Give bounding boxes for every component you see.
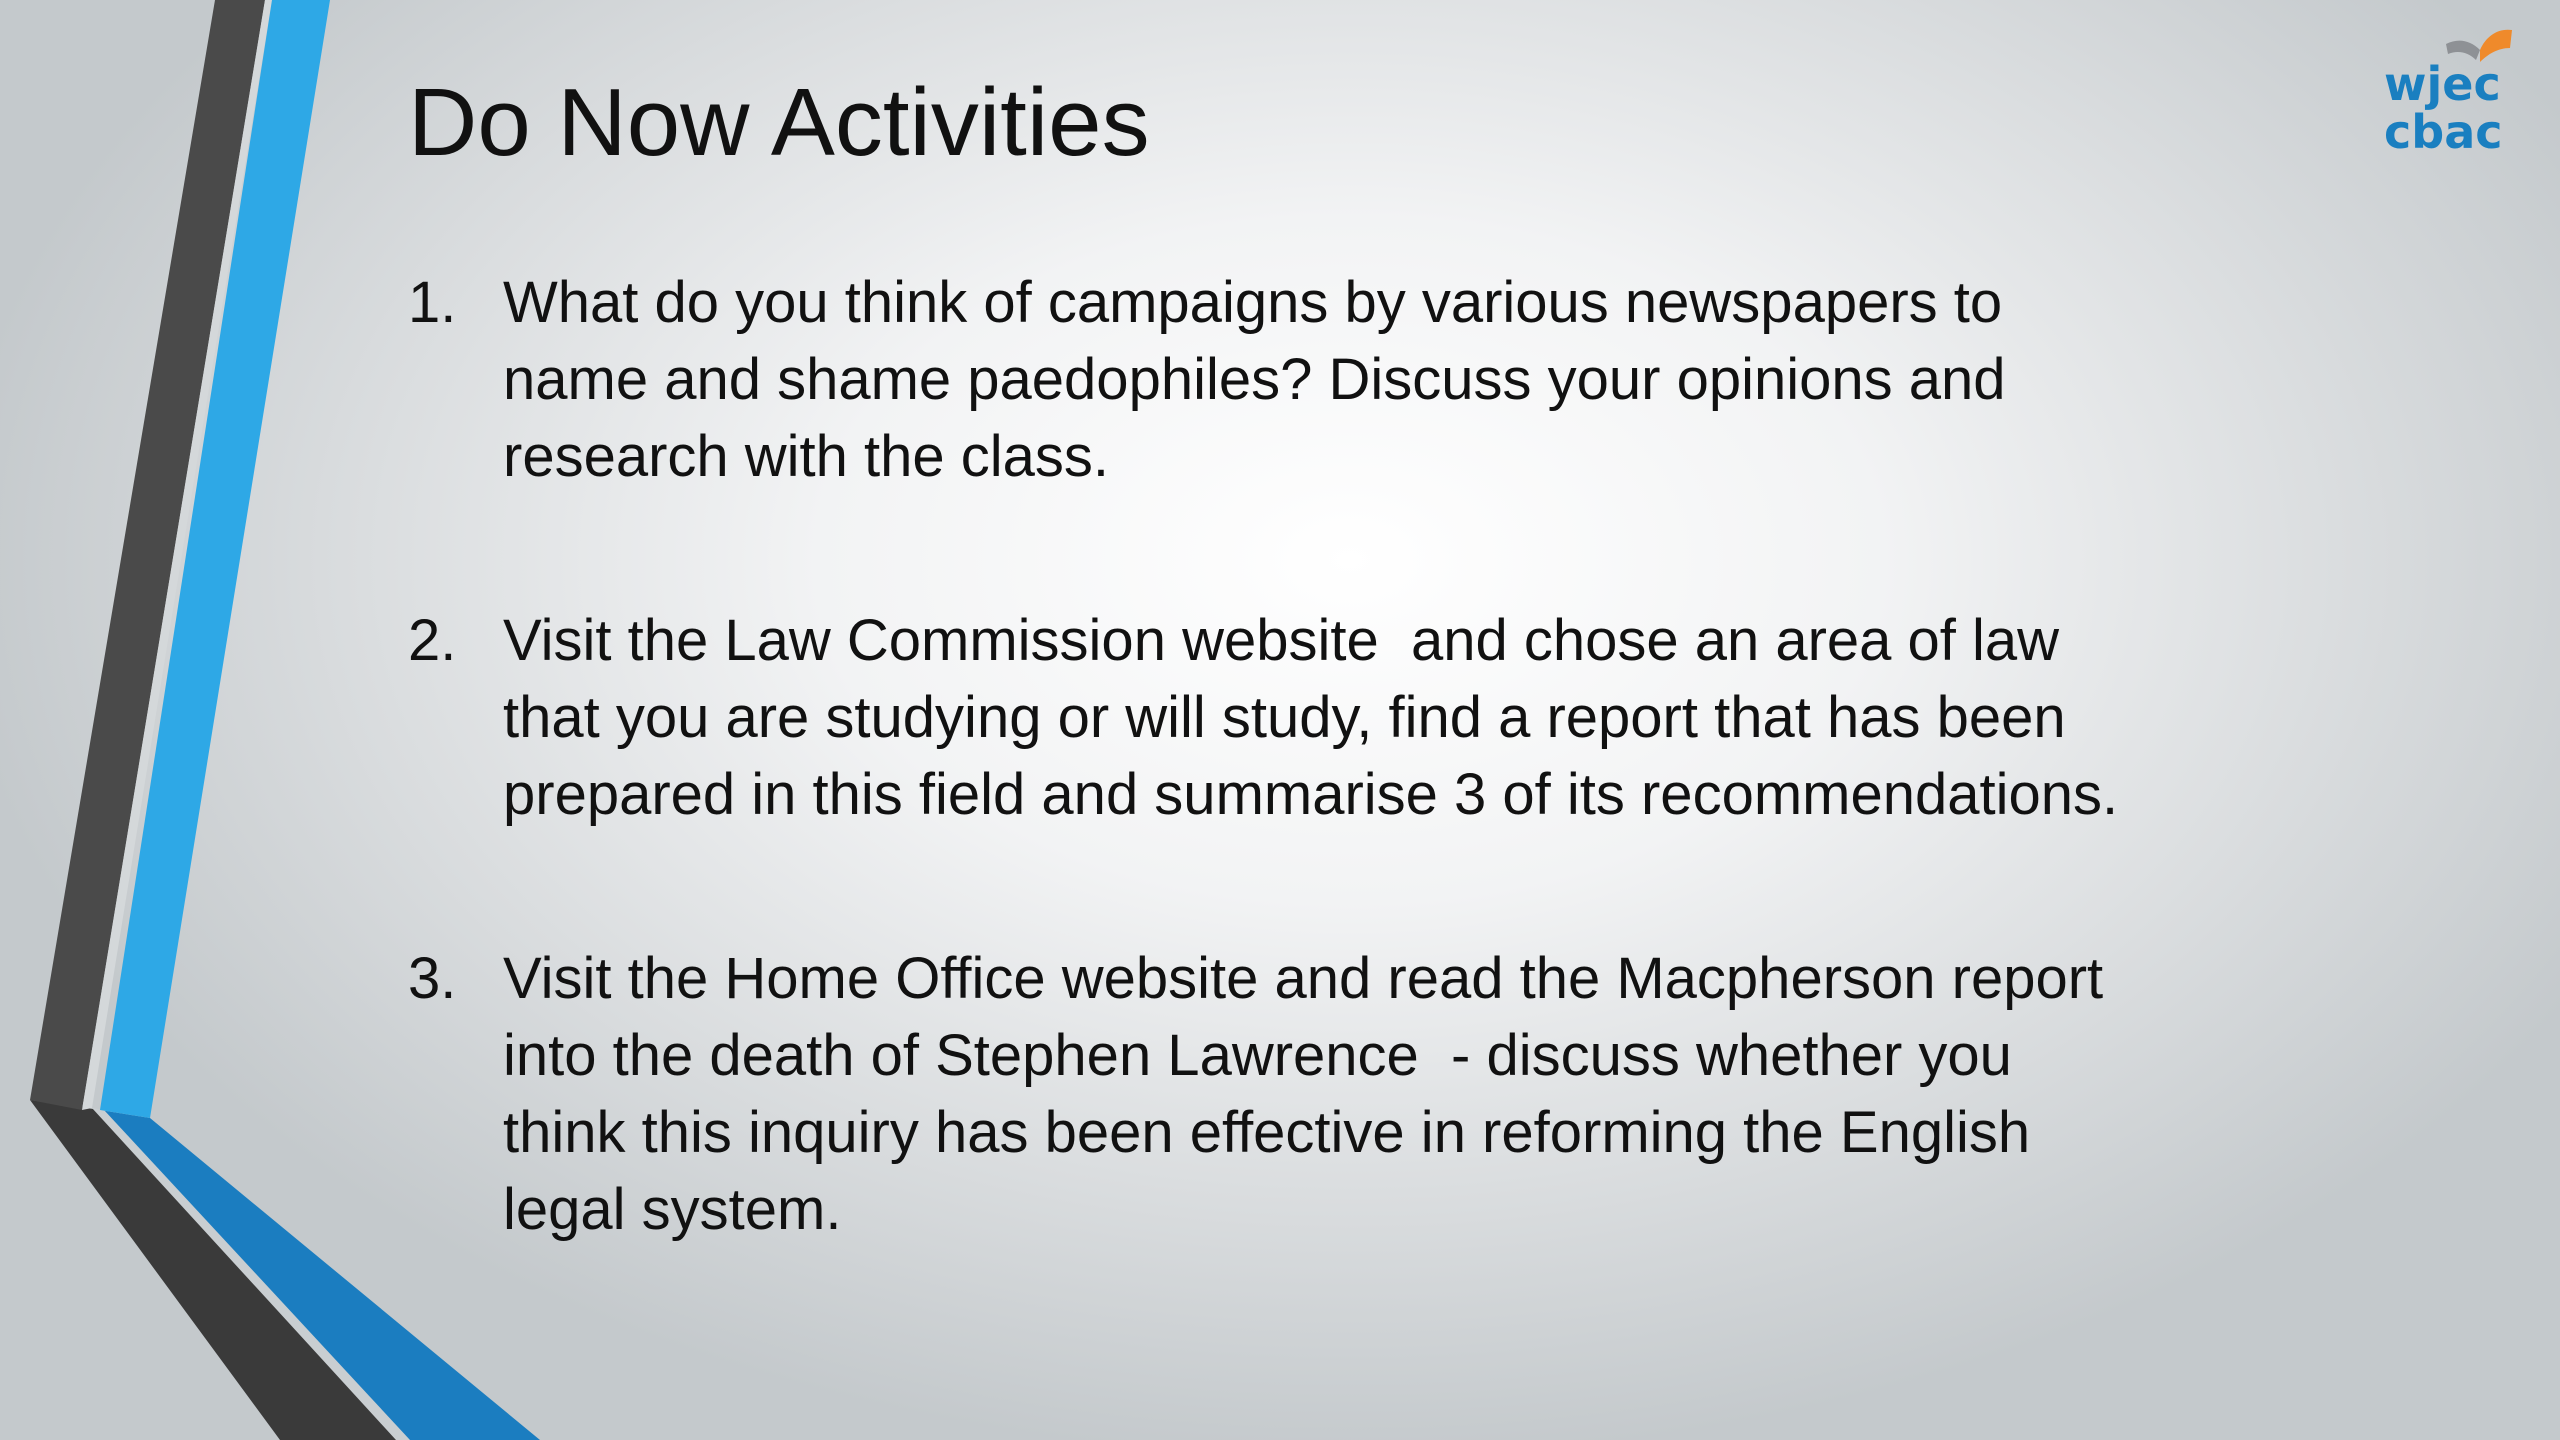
slide-title: Do Now Activities	[408, 69, 1150, 176]
activity-number: 2.	[408, 608, 457, 673]
activity-line: that you are studying or will study, find a report that has been	[503, 685, 2066, 750]
activity-text	[503, 264, 2303, 495]
activity-number: 3.	[408, 946, 457, 1011]
wjec-cbac-logo	[2380, 14, 2530, 164]
logo-mark	[2380, 14, 2530, 164]
activity-line: prepared in this field and summarise 3 of its recommendations.	[503, 762, 2119, 827]
activity-line: What do you think of campaigns by various newspapers to	[503, 270, 2003, 335]
logo-text-wjec: wjec	[2384, 57, 2501, 111]
activity-line: legal system.	[503, 1177, 842, 1242]
activity-line: name and shame paedophiles? Discuss your opinions and	[503, 347, 2006, 412]
logo-text-cbac: cbac	[2384, 105, 2503, 159]
activity-text	[503, 602, 2303, 833]
activity-line: into the death of Stephen Lawrence - discuss whether you	[503, 1023, 2012, 1088]
activity-line: Visit the Law Commission website and chose an area of law	[503, 608, 2060, 673]
activity-line: Visit the Home Office website and read the Macpherson report	[503, 946, 2104, 1011]
activity-line: think this inquiry has been effective in reforming the English	[503, 1100, 2031, 1165]
activity-number: 1.	[408, 270, 457, 335]
decor-dark-sweep	[30, 1100, 400, 1440]
activity-text	[503, 940, 2303, 1248]
activity-line: research with the class.	[503, 424, 1110, 489]
